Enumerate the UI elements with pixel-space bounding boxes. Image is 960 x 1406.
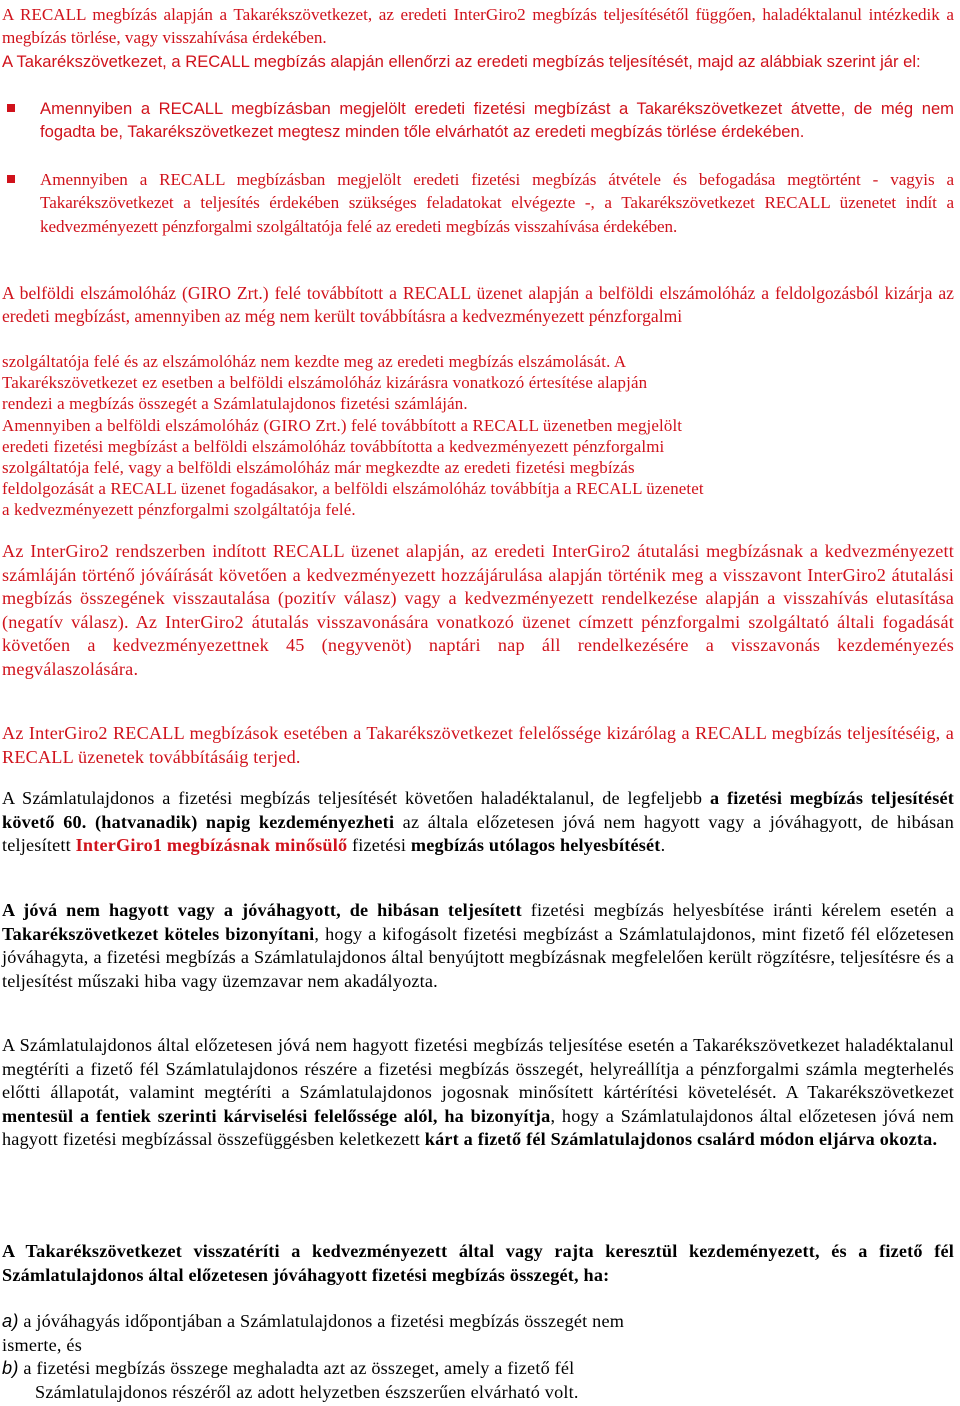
list-item-text: Amennyiben a RECALL megbízásban megjelölt eredeti fizetési megbízást a Takarékszövetkezet átvette, de még nem fogadta be, Takarékszövetkezet megtesz minden tőle elvárhatót az eredeti megbízás törlése érdekében. <box>40 99 954 142</box>
text-segment: fizetési megbízás helyesbítése iránti kérelem esetén a <box>521 900 954 920</box>
item-text-line: ismerte, és <box>2 1334 82 1355</box>
text-segment: A Számlatulajdonos a fizetési megbízás teljesítését követően haladéktalanul, de legfeljebb <box>2 788 710 808</box>
condition-item-b <box>2 1357 942 1404</box>
text-segment: kárt a fizető fél Számlatulajdonos csalárd módon eljárva okozta. <box>424 1129 938 1150</box>
text-line: rendezi a megbízás összegét a Számlatulajdonos fizetési számláján. <box>2 394 468 414</box>
correction-request-paragraph <box>2 787 954 858</box>
unauthorized-payment-paragraph <box>2 1034 954 1152</box>
item-text-line: a jóváhagyás időpontjában a Számlatulajdonos a fizetési megbízás összegét nem <box>23 1311 625 1331</box>
refund-conditions-paragraph: A Takarékszövetkezet visszatéríti a kedvezményezett által vagy rajta keresztül kezdeményezett, és a fizető fél Számlatulajdonos által előzetesen jóváhagyott fizetési megbízás összegét, ha: <box>2 1241 954 1285</box>
square-bullet-icon <box>7 175 15 183</box>
recall-intro-paragraph: A RECALL megbízás alapján a Takarékszövetkezet, az eredeti InterGiro2 megbízás teljesítésétől függően, haladéktalanul intézkedik a megbízás törlése, vagy visszahívása érdekében. <box>2 5 954 48</box>
list-item <box>2 168 954 238</box>
text-segment: fizetési <box>347 835 411 856</box>
text-segment: A Számlatulajdonos által előzetesen jóvá nem hagyott fizetési megbízás teljesítése esetén a Takarékszövetkezet haladéktalanul megtéríti a fizető fél Számlatulajdonos részére a fizetési megbízás összegét, helyreállítja a pénzforgalmi számla megterhelés előtti állapotát, valamint megtéríti a Számlatulajdonos jogosnak minősített kártérítési követelését. A Takarékszövetkezet <box>2 1035 954 1103</box>
text-line: Takarékszövetkezet ez esetben a belföldi elszámolóház kizárásra vonatkozó értesítése alapján <box>2 373 648 393</box>
list-item-text: Amennyiben a RECALL megbízásban megjelölt eredeti fizetési megbízás átvétele és befogadása megtörtént - vagyis a Takarékszövetkezet a teljesítés érdekében szükséges feladatokat elvégezte -, a Takarékszövetkezet RECALL üzenetet indít a kedvezményezett pénzforgalmi szolgáltatója felé az eredeti megbízás visszahívása érdekében. <box>40 170 954 236</box>
recall-case-list <box>2 97 954 144</box>
text-line: Amennyiben a belföldi elszámolóház (GIRO Zrt.) felé továbbított a RECALL üzenetben megjelölt <box>2 415 683 435</box>
item-label: a) <box>2 1311 19 1331</box>
item-text-line: a fizetési megbízás összege meghaladta azt az összeget, amely a fizető fél <box>23 1358 575 1378</box>
text-segment: a fizetési megbízás teljesítését követő 60. (hatvanadik) napig kezdeményezheti <box>2 788 955 832</box>
intergiro2-liability-paragraph: Az InterGiro2 RECALL megbízások esetében a Takarékszövetkezet felelőssége kizárólag a RECALL megbízás teljesítéséig, a RECALL üzenetek továbbításáig terjed. <box>2 723 954 767</box>
text-line: szolgáltatója felé, vagy a belföldi elszámolóház már megkezdte az eredeti fizetési megbízás <box>2 458 635 478</box>
text-segment: , hogy a kifogásolt fizetési megbízást a Számlatulajdonos, mint fizető fél előzetesen jóváhagyta, a fizetési megbízás a Számlatulajdonos által benyújtott megbízásnak megfelelően került rögzítésre, teljesítésre és a teljesítést műszaki hiba vagy üzemzavar nem akadályozta. <box>2 923 955 991</box>
recall-case-list-2 <box>2 168 954 238</box>
text-segment: az általa előzetesen jóvá nem hagyott vagy a jóváhagyott, de hibásan teljesített <box>2 811 954 856</box>
text-segment: InterGiro1 megbízásnak minősülő <box>75 835 348 856</box>
item-text-line: Számlatulajdonos részéről az adott helyzetben észszerűen elvárható volt. <box>35 1381 579 1402</box>
burden-of-proof-paragraph <box>2 899 954 993</box>
text-segment: megbízás utólagos helyesbítését <box>410 835 661 856</box>
text-line: a kedvezményezett pénzforgalmi szolgáltatója felé. <box>2 500 356 520</box>
text-line: eredeti fizetési megbízást a belföldi elszámolóház továbbította a kedvezményezett pénzforgalmi <box>2 436 665 456</box>
text-segment: , hogy a Számlatulajdonos által előzetesen jóvá nem hagyott fizetési megbízással összefüggésben keletkezett <box>2 1105 955 1150</box>
text-segment: . <box>660 835 666 856</box>
text-segment: Takarékszövetkezet köteles bizonyítani <box>2 923 315 944</box>
text-segment: mentesül a fentiek szerinti kárviselési felelőssége alól, ha bizonyítja <box>2 1105 551 1126</box>
text-line: szolgáltatója felé és az elszámolóház nem kezdte meg az eredeti megbízás elszámolását. A <box>2 352 627 371</box>
giro-settlement-lines <box>2 351 954 521</box>
text-line: feldolgozását a RECALL üzenet fogadásakor, a belföldi elszámolóház továbbítja a RECALL üzenetet <box>2 479 704 499</box>
list-item <box>2 97 954 144</box>
item-label: b) <box>2 1358 19 1378</box>
square-bullet-icon <box>7 104 15 112</box>
condition-item-a <box>2 1310 942 1357</box>
text-segment: A jóvá nem hagyott vagy a jóváhagyott, de hibásan teljesített <box>2 900 522 920</box>
giro-recall-paragraph: A belföldi elszámolóház (GIRO Zrt.) felé továbbított a RECALL üzenet alapján a belföldi elszámolóház a feldolgozásból kizárja az eredeti megbízást, amennyiben az még nem került továbbításra a kedvezményezett pénzforgalmi <box>2 283 954 327</box>
procedure-intro-paragraph: A Takarékszövetkezet, a RECALL megbízás alapján ellenőrzi az eredeti megbízás teljesítését, majd az alábbiak szerint jár el: <box>2 52 921 71</box>
intergiro2-recall-paragraph: Az InterGiro2 rendszerben indított RECALL üzenet alapján, az eredeti InterGiro2 átutalási megbízásnak a kedvezményezett számláján történő jóváírását követően a kedvezményezett hozzájárulása alapján történik meg a visszavont InterGiro2 átutalási megbízás összegének visszautalása (pozitív válasz) vagy a kedvezményezett rendelkezése alapján a visszahívás elutasítása (negatív válasz). Az InterGiro2 átutalás visszavonására vonatkozó üzenet címzett pénzforgalmi szolgáltató általi fogadását követően a kedvezményezettnek 45 (negyvenöt) naptári nap áll rendelkezésére a visszavonás kezdeményezés megválaszolására. <box>2 541 954 679</box>
